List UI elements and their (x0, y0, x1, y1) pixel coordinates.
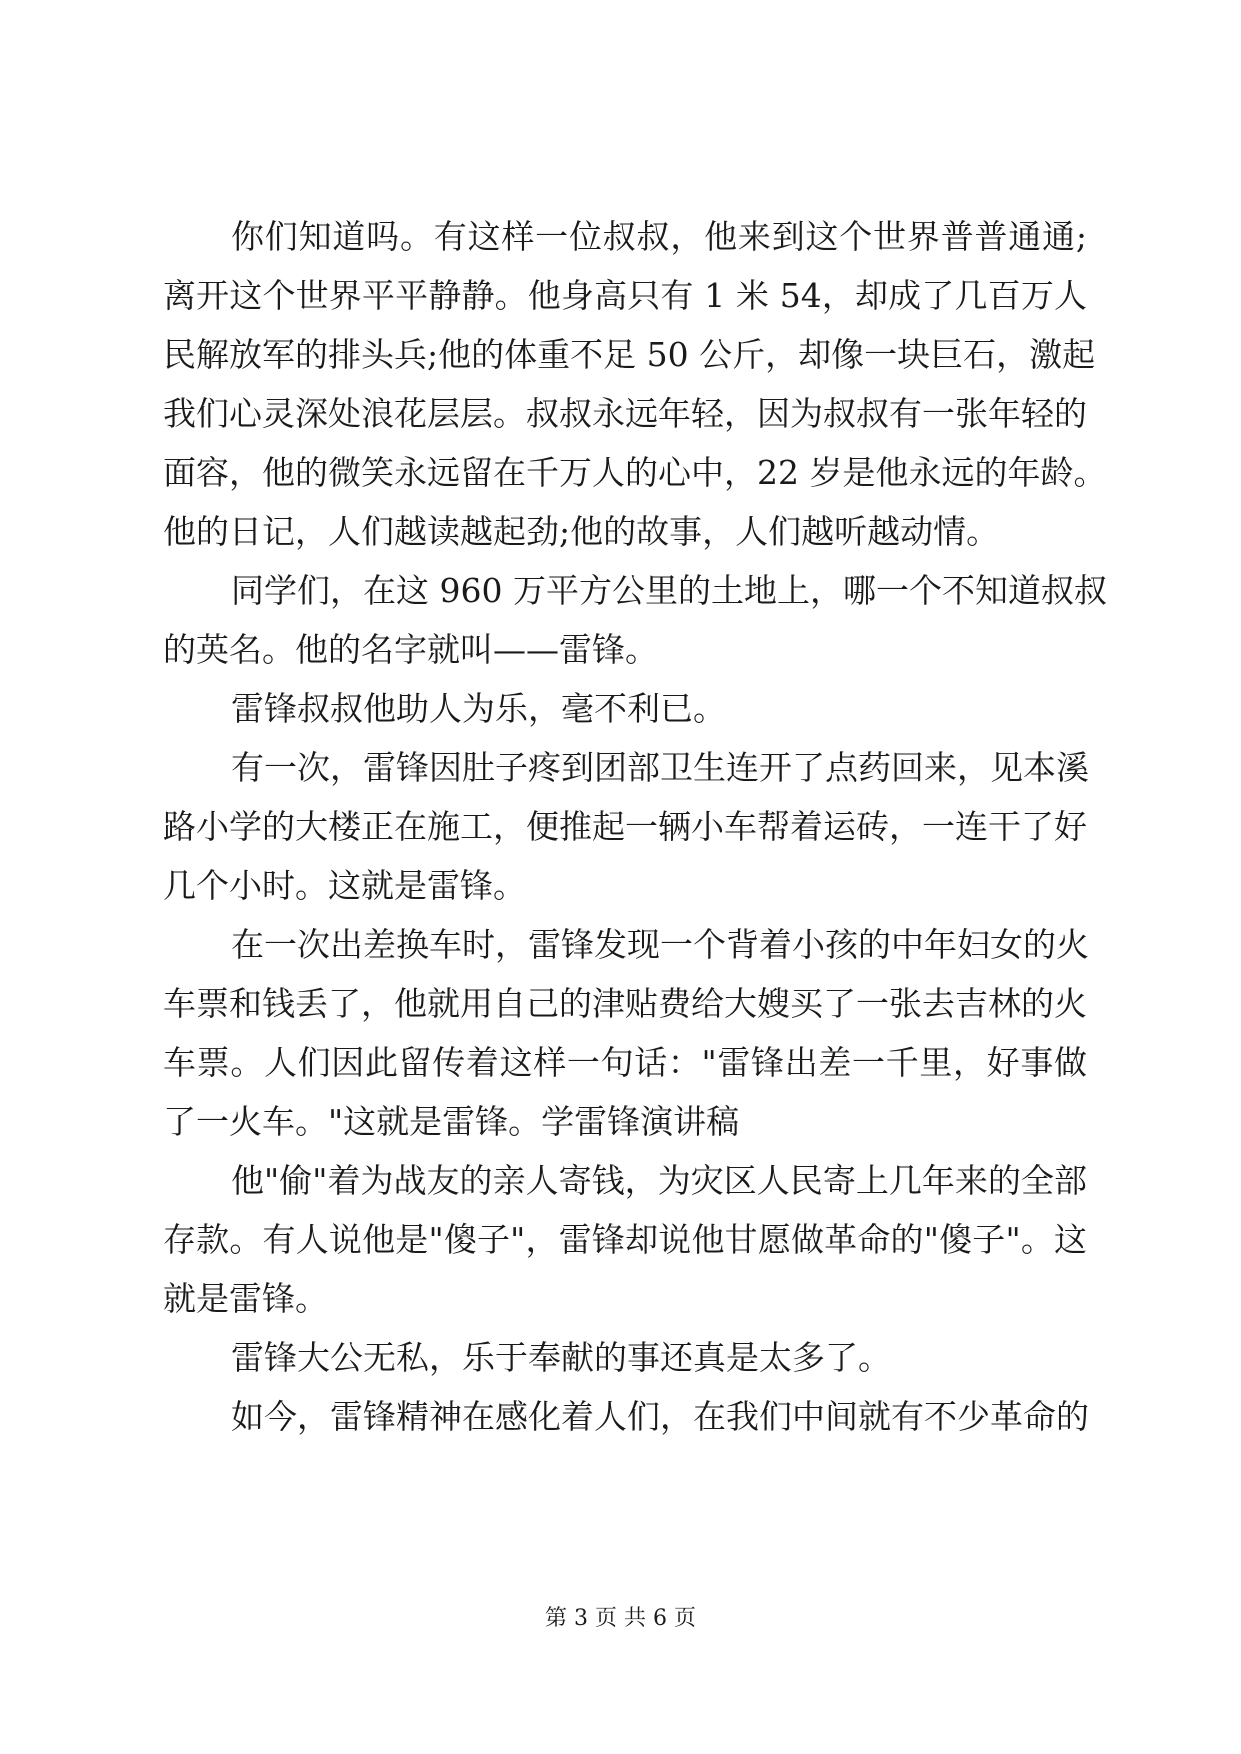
paragraph-line: 的英名。他的名字就叫——雷锋。 (163, 630, 658, 669)
paragraph-line: 他"偷"着为战友的亲人寄钱，为灾区人民寄上几年来的全部 (231, 1161, 1087, 1200)
paragraph-line: 雷锋叔叔他助人为乐，毫不利已。 (231, 689, 726, 728)
paragraph-line: 民解放军的排头兵;他的体重不足 50 公斤，却像一块巨石，激起 (163, 335, 1096, 374)
paragraph-line: 在一次出差换车时，雷锋发现一个背着小孩的中年妇女的火 (231, 925, 1089, 964)
paragraph-line: 就是雷锋。 (163, 1279, 328, 1318)
page-number-footer: 第 3 页 共 6 页 (545, 1606, 696, 1631)
paragraph-line: 离开这个世界平平静静。他身高只有 1 米 54，却成了几百万人 (163, 276, 1087, 315)
paragraph-line: 他的日记，人们越读越起劲;他的故事，人们越听越动情。 (163, 512, 1000, 551)
paragraph-line: 几个小时。这就是雷锋。 (163, 866, 526, 905)
paragraph-line: 有一次，雷锋因肚子疼到团部卫生连开了点药回来，见本溪 (231, 748, 1089, 787)
document-body (163, 207, 1107, 1446)
paragraph-line: 你们知道吗。有这样一位叔叔，他来到这个世界普普通通; (231, 217, 1087, 256)
paragraph-line: 了一火车。"这就是雷锋。学雷锋演讲稿 (163, 1102, 740, 1141)
paragraph-line: 如今，雷锋精神在感化着人们，在我们中间就有不少革命的 (231, 1397, 1089, 1436)
paragraph-line: 面容，他的微笑永远留在千万人的心中，22 岁是他永远的年龄。 (163, 453, 1107, 492)
paragraph-line: 雷锋大公无私，乐于奉献的事还真是太多了。 (231, 1338, 891, 1377)
paragraph-line: 车票。人们因此留传着这样一句话："雷锋出差一千里，好事做 (163, 1043, 1087, 1082)
paragraph-line: 车票和钱丢了，他就用自己的津贴费给大嫂买了一张去吉林的火 (163, 984, 1087, 1023)
paragraph-line: 同学们，在这 960 万平方公里的土地上，哪一个不知道叔叔 (231, 571, 1107, 610)
paragraph-line: 路小学的大楼正在施工，便推起一辆小车帮着运砖，一连干了好 (163, 807, 1087, 846)
paragraph-line: 我们心灵深处浪花层层。叔叔永远年轻，因为叔叔有一张年轻的 (163, 394, 1087, 433)
paragraph-line: 存款。有人说他是"傻子"，雷锋却说他甘愿做革命的"傻子"。这 (163, 1220, 1087, 1259)
